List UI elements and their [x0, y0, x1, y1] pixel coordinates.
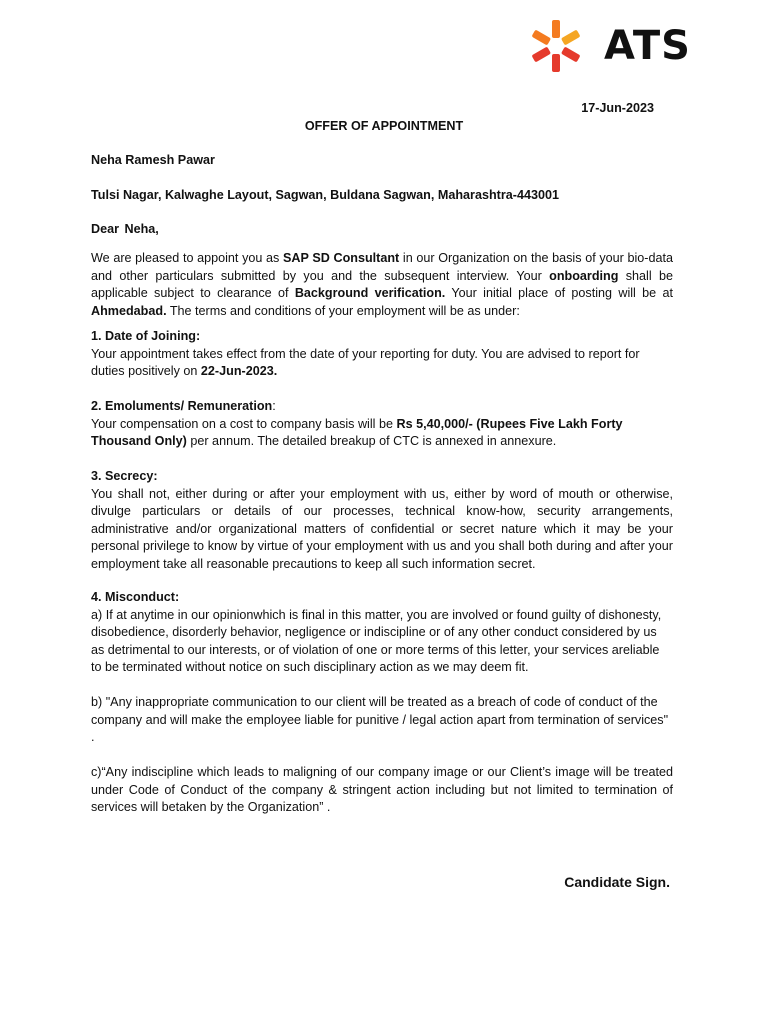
- intro-paragraph: We are pleased to appoint you as SAP SD Consultant in our Organization on the basis of your bio-data and other particulars submitted by you and the subsequent interview. Your onboarding shall be applicable subject to clearance of Background verification. Your initial place of posting will be at Ahmedabad. The terms and conditions of your employment will be as under:: [91, 251, 674, 318]
- misconduct-title: 4. Misconduct:: [91, 590, 180, 604]
- joining-title: 1. Date of Joining:: [91, 329, 201, 343]
- emoluments-text: Your compensation on a cost to company basis will be Rs 5,40,000/- (Rupees Five Lakh Forty Thousand Only) per annum. The detailed breakup of CTC is annexed in annexure.: [91, 416, 623, 448]
- ats-logo-icon: [528, 18, 584, 74]
- letter-date: 17-Jun-2023: [581, 101, 654, 115]
- section-joining: [91, 328, 673, 381]
- salutation: Dear Neha,: [91, 222, 159, 236]
- letter-heading: OFFER OF APPOINTMENT: [304, 119, 464, 133]
- section-emoluments: [91, 398, 673, 451]
- emoluments-title: 2. Emoluments/ Remuneration:: [91, 399, 276, 413]
- section-secrecy: [91, 468, 673, 573]
- secrecy-text: You shall not, either during or after your employment with us, either by word of mouth or otherwise, divulge particulars or details of our processes, technical know-how, security arrangements, administrative and/or organizational matters of confidential or secret nature which it may be your personal privilege to know by virtue of your employment with us and you shall both during and after your employment take all reasonable precautions to keep all such information secret.: [91, 486, 673, 571]
- onboarding-term: onboarding: [549, 268, 619, 283]
- section-misconduct: [91, 589, 673, 677]
- recipient-name: Neha Ramesh Pawar: [91, 153, 215, 167]
- background-verification: Background verification.: [294, 286, 446, 300]
- misconduct-clause-c: c)“Any indiscipline which leads to maligning of our company image or our Client’s image will be treated under Code of Conduct of the company & stringent action including but not limited to termination of services will betaken by the Organization” .: [91, 765, 673, 814]
- recipient-address: Tulsi Nagar, Kalwaghe Layout, Sagwan, Buldana Sagwan, Maharashtra-443001: [91, 188, 559, 202]
- joining-date: 22-Jun-2023.: [200, 364, 278, 378]
- posting-location: Ahmedabad.: [91, 303, 167, 318]
- logo-text: ATS: [604, 23, 691, 69]
- company-logo: [528, 18, 691, 74]
- joining-text: Your appointment takes effect from the date of your reporting for duty. You are advised to report for duties positively on 22-Jun-2023.: [91, 346, 640, 378]
- misconduct-clause-a: a) If at anytime in our opinionwhich is final in this matter, you are involved or found guilty of dishonesty, disobedience, disorderly behavior, negligence or indiscipline or of any other conduct considered by us as detrimental to our interests, or of violation of one or more terms of this letter, your services areliable to be terminated without notice on such disciplinary action as we may deem fit.: [91, 607, 662, 674]
- role-title: SAP SD Consultant: [283, 251, 400, 265]
- misconduct-clause-b: b) "Any inappropriate communication to our client will be treated as a breach of code of conduct of the company and will make the employee liable for punitive / legal action apart from termination of services" .: [91, 695, 669, 744]
- secrecy-title: 3. Secrecy:: [91, 469, 158, 483]
- candidate-signature-label: Candidate Sign.: [564, 874, 670, 890]
- ctc-amount: Rs 5,40,000/- (Rupees Five Lakh Forty Thousand Only): [91, 416, 623, 448]
